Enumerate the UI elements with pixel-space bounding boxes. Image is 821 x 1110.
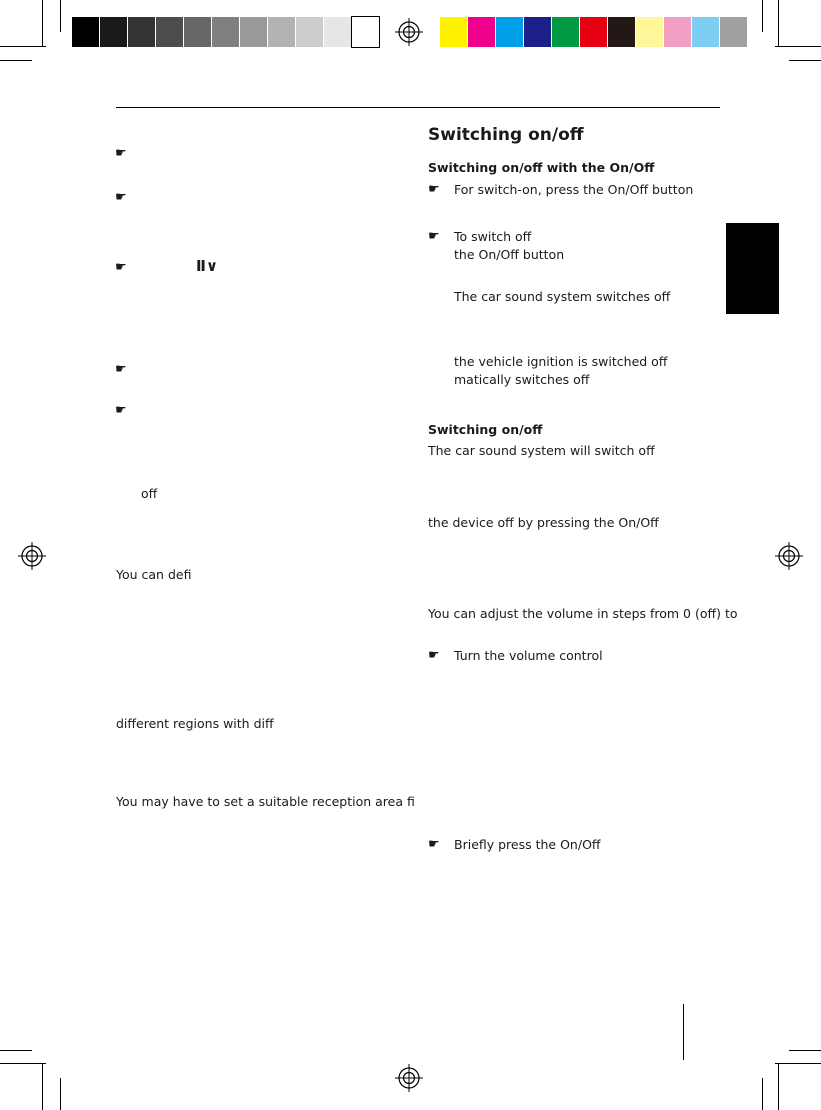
body-text: For switch-on, press the On/Off button — [454, 182, 694, 197]
registration-mark-icon — [395, 18, 423, 46]
crop-mark — [775, 46, 821, 47]
crop-mark — [60, 0, 61, 32]
section-heading: Switching on/off with the On/Off — [428, 160, 655, 175]
color-swatch — [440, 17, 467, 47]
crop-mark — [0, 1050, 32, 1051]
registration-mark-icon — [775, 542, 803, 570]
chapter-tab — [726, 223, 779, 314]
left-text-reception: You may have to set a suitable reception area fi — [116, 794, 415, 809]
page-title: Switching on/off — [428, 125, 584, 145]
color-swatch — [156, 17, 183, 47]
crop-mark — [0, 1063, 46, 1064]
color-swatch — [552, 17, 579, 47]
bullet-icon: ☛ — [428, 182, 440, 197]
color-swatch — [240, 17, 267, 47]
color-swatch — [636, 17, 663, 47]
color-swatch — [100, 17, 127, 47]
bullet-icon: ☛ — [115, 190, 127, 205]
registration-mark-icon — [18, 542, 46, 570]
antenna-symbol-icon: Ⅱ∨ — [196, 257, 219, 275]
body-text: You can adjust the volume in steps from 0 (off) to — [428, 606, 738, 621]
header-rule — [116, 107, 720, 108]
crop-mark — [775, 1063, 821, 1064]
bullet-icon: ☛ — [115, 362, 127, 377]
body-text: The car sound system switches off — [454, 289, 671, 304]
left-text-off: off — [141, 486, 158, 501]
body-text: matically switches off — [454, 372, 590, 387]
crop-mark — [0, 46, 46, 47]
body-text: To switch off — [454, 229, 532, 244]
registration-mark-icon — [395, 1064, 423, 1092]
crop-mark — [789, 60, 821, 61]
body-text: the device off by pressing the On/Off — [428, 515, 659, 530]
bullet-icon: ☛ — [115, 403, 127, 418]
color-swatch — [692, 17, 719, 47]
color-swatch — [496, 17, 523, 47]
color-swatch — [608, 17, 635, 47]
color-swatch — [352, 17, 379, 47]
color-swatch — [524, 17, 551, 47]
body-text: the On/Off button — [454, 247, 565, 262]
color-swatch — [296, 17, 323, 47]
page-number-rule — [683, 1004, 684, 1060]
color-swatch — [580, 17, 607, 47]
bullet-icon: ☛ — [428, 229, 440, 244]
body-text: Turn the volume control — [454, 648, 603, 663]
color-swatch — [720, 17, 747, 47]
crop-mark — [762, 1078, 763, 1110]
color-swatch — [664, 17, 691, 47]
bullet-icon: ☛ — [115, 146, 127, 161]
crop-mark — [762, 0, 763, 32]
color-swatch — [72, 17, 99, 47]
section-heading: Switching on/off — [428, 422, 543, 437]
crop-mark — [42, 1064, 43, 1110]
left-text-regions: different regions with diff — [116, 716, 274, 731]
color-swatch — [212, 17, 239, 47]
left-text-define: You can defi — [116, 567, 192, 582]
crop-mark — [60, 1078, 61, 1110]
color-swatch — [268, 17, 295, 47]
crop-mark — [778, 0, 779, 46]
crop-mark — [789, 1050, 821, 1051]
body-text: The car sound system will switch off — [428, 443, 655, 458]
body-text: the vehicle ignition is switched off — [454, 354, 668, 369]
color-swatch — [468, 17, 495, 47]
bullet-icon: ☛ — [428, 648, 440, 663]
crop-mark — [0, 60, 32, 61]
color-swatch — [324, 17, 351, 47]
bullet-icon: ☛ — [115, 260, 127, 275]
crop-mark — [778, 1064, 779, 1110]
bullet-icon: ☛ — [428, 837, 440, 852]
crop-mark — [42, 0, 43, 46]
color-swatch — [128, 17, 155, 47]
body-text: Briefly press the On/Off — [454, 837, 601, 852]
color-swatch — [184, 17, 211, 47]
